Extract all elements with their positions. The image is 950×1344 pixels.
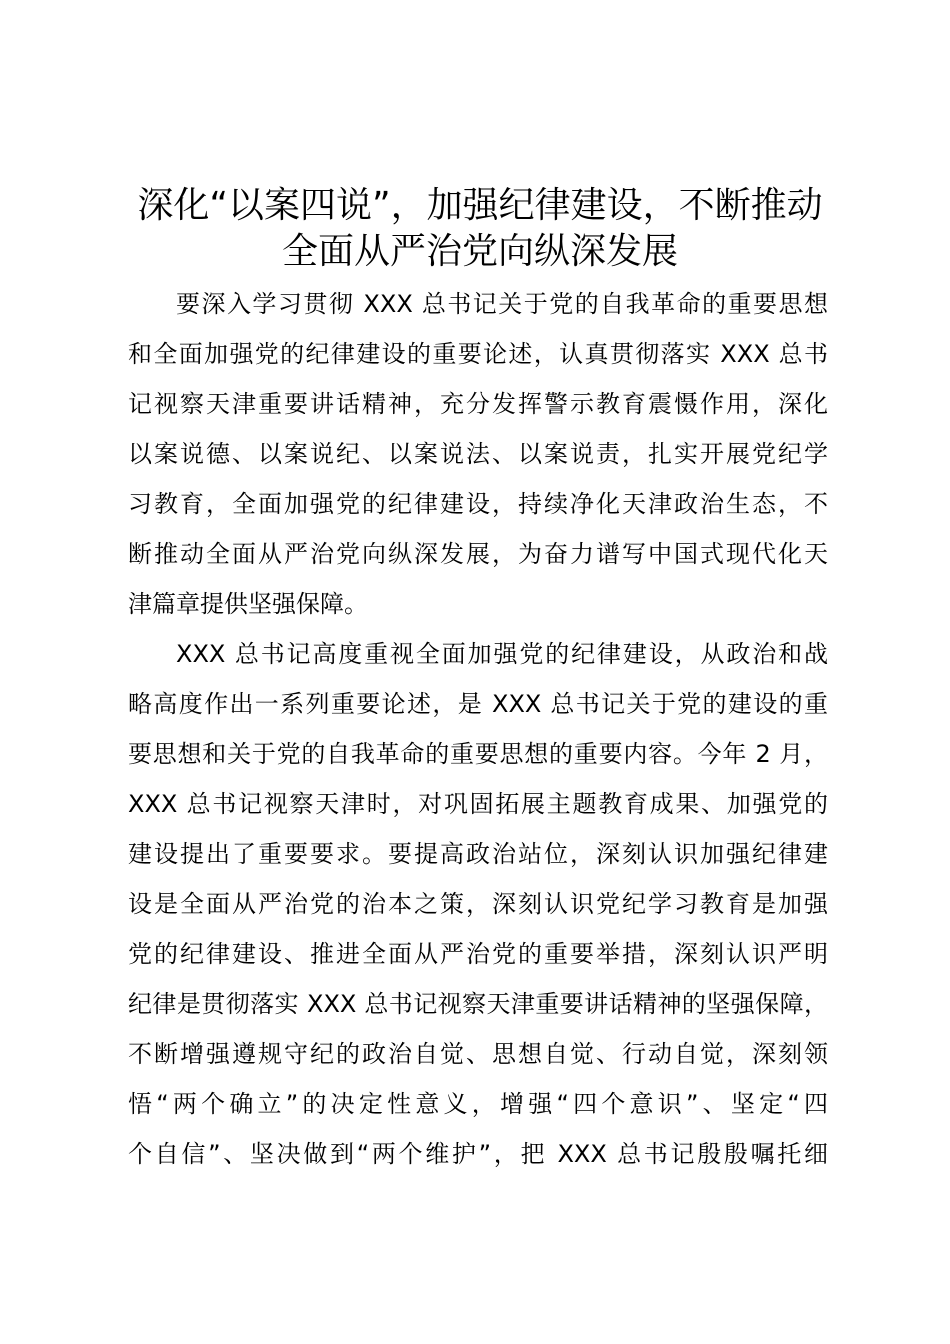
paragraph-line: 略高度作出一系列重要论述，是 XXX 总书记关于党的建设的重	[128, 690, 828, 718]
paragraph-line: 建设提出了重要要求。要提高政治站位，深刻认识加强纪律建	[128, 840, 828, 868]
paragraph-line: 和全面加强党的纪律建设的重要论述，认真贯彻落实 XXX 总书	[128, 340, 828, 368]
paragraph-line: 不断增强遵规守纪的政治自觉、思想自觉、行动自觉，深刻领	[128, 1040, 828, 1068]
paragraph-line: 津篇章提供坚强保障。	[128, 590, 368, 618]
paragraph-line: 记视察天津重要讲话精神，充分发挥警示教育震慑作用，深化	[128, 390, 828, 418]
document-title-line-1: 深化“以案四说”，加强纪律建设，不断推动	[137, 185, 823, 226]
document-title-line-2: 全面从严治党向纵深发展	[281, 231, 678, 272]
paragraph-line: 党的纪律建设、推进全面从严治党的重要举措，深刻认识严明	[128, 940, 828, 968]
paragraph-line: 设是全面从严治党的治本之策，深刻认识党纪学习教育是加强	[128, 890, 828, 918]
paragraph-line: 纪律是贯彻落实 XXX 总书记视察天津重要讲话精神的坚强保障，	[128, 990, 828, 1018]
paragraph-line: 个自信”、坚决做到“两个维护”，把 XXX 总书记殷殷嘱托细	[128, 1140, 828, 1168]
paragraph-line: 要思想和关于党的自我革命的重要思想的重要内容。今年 2 月，	[128, 740, 828, 768]
paragraph-line: 悟“两个确立”的决定性意义，增强“四个意识”、坚定“四	[128, 1090, 828, 1118]
paragraph-line: XXX 总书记高度重视全面加强党的纪律建设，从政治和战	[176, 640, 828, 668]
paragraph-line: 断推动全面从严治党向纵深发展，为奋力谱写中国式现代化天	[128, 540, 828, 568]
paragraph-line: 要深入学习贯彻 XXX 总书记关于党的自我革命的重要思想	[176, 290, 828, 318]
paragraph-line: 习教育，全面加强党的纪律建设，持续净化天津政治生态，不	[128, 490, 828, 518]
paragraph-line: XXX 总书记视察天津时，对巩固拓展主题教育成果、加强党的	[128, 790, 828, 818]
paragraph-line: 以案说德、以案说纪、以案说法、以案说责，扎实开展党纪学	[128, 440, 828, 468]
